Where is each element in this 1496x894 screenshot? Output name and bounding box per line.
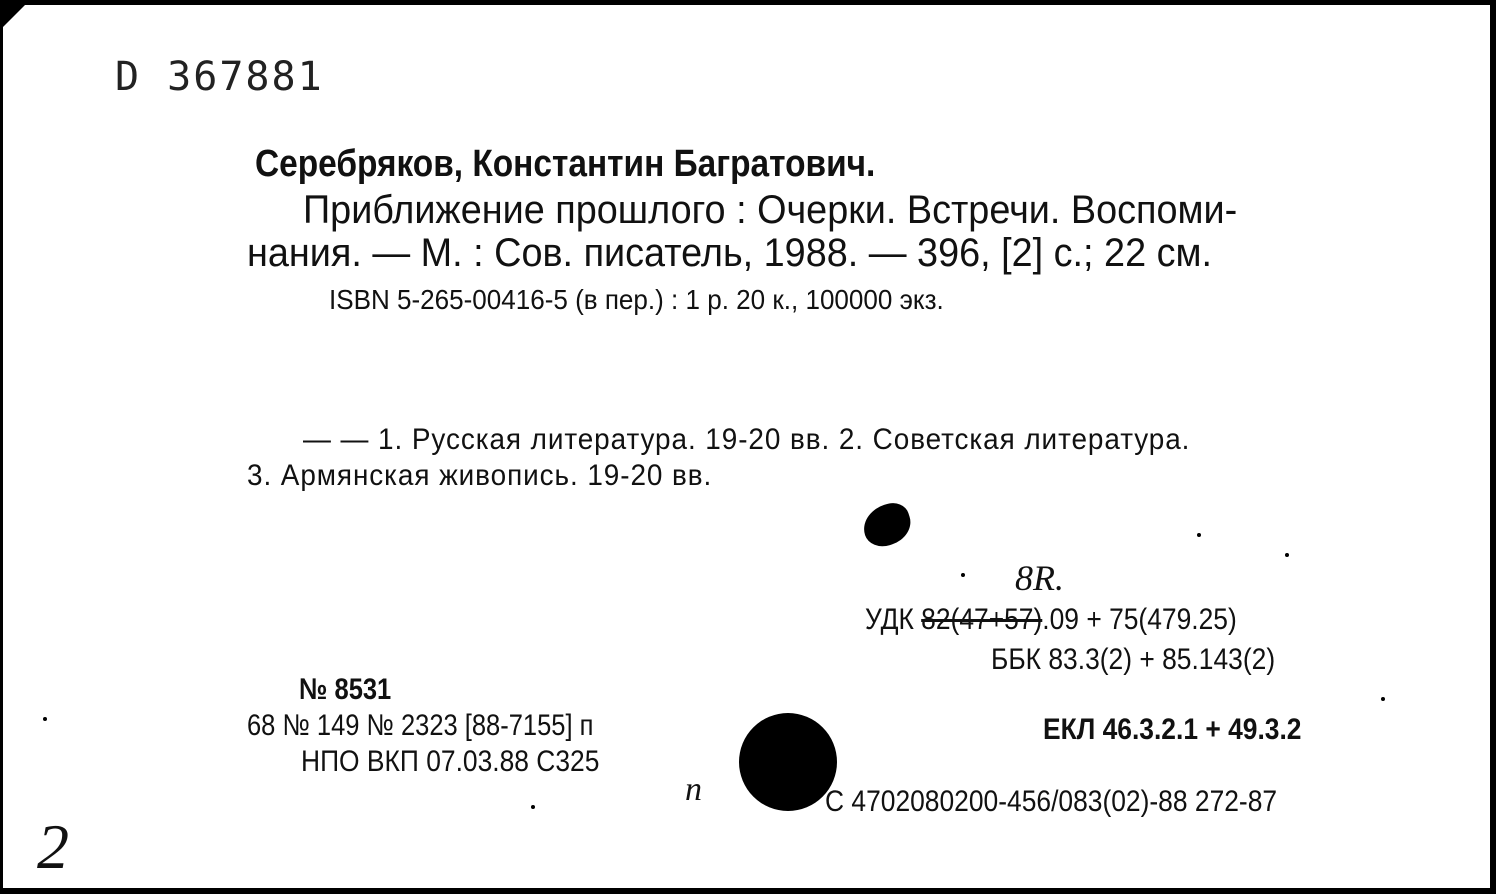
speck [1285,553,1289,557]
speck [961,573,965,577]
speck [1381,697,1385,701]
title-line-1: Приближение прошлого : Очерки. Встречи. Воспоми- [303,188,1238,232]
catalog-code-line: С 4702080200-456/083(02)-88 272-87 [825,785,1278,818]
isbn-line: ISBN 5-265-00416-5 (в пер.) : 1 р. 20 к., 100000 экз. [329,284,944,315]
speck [1197,533,1201,537]
record-number: № 8531 [299,673,392,706]
handwritten-corner-mark: 2 [37,811,69,882]
speck [531,805,535,809]
punch-hole [739,713,837,811]
handwritten-n-mark: n [685,771,702,808]
udk-rest: .09 + 75(479.25) [1042,603,1237,636]
author-heading: Серебряков, Константин Багратович. [255,143,876,185]
udk-classification [865,605,1237,635]
card-corner-cut [3,5,25,27]
subjects-line-2: 3. Армянская живопись. 19-20 вв. [247,459,713,492]
udk-prefix: УДК [865,603,922,636]
npo-line: НПО ВКП 07.03.88 С325 [301,745,600,778]
speck [43,717,47,721]
handwritten-class-note: 8R. [1015,558,1064,598]
udk-struck-code: 82(47+57) [921,603,1043,636]
order-line: 68 № 149 № 2323 [88-7155] п [247,709,594,742]
ink-blot [858,499,916,552]
bbk-classification: ББК 83.3(2) + 85.143(2) [991,643,1276,676]
subjects-line-1: — — 1. Русская литература. 19-20 вв. 2. Советская литература. [303,423,1191,456]
call-number: D 367881 [115,54,324,100]
ekl-classification: ЕКЛ 46.3.2.1 + 49.3.2 [1043,713,1302,746]
title-line-2: нания. — М. : Сов. писатель, 1988. — 396, [2] с.; 22 см. [247,231,1212,275]
